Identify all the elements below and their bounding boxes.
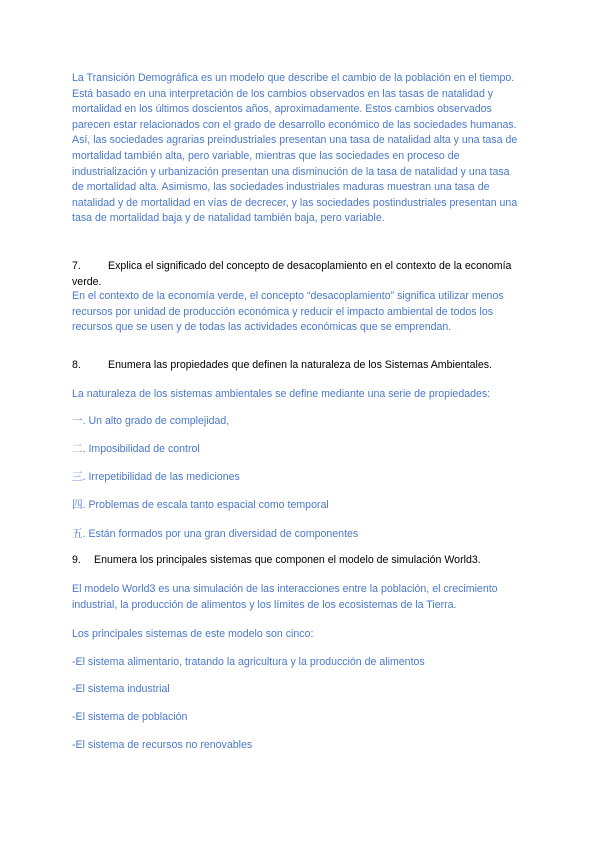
list-item: 二. Imposibilidad de control [72, 443, 200, 455]
answer-9: El modelo World3 es una simulación de las interacciones entre la población, el crecimiento industrial, la producción de alimentos y los límites de los ecosistemas de la Tierra. [72, 583, 498, 611]
question-9-text: Enumera los principales sistemas que componen el modelo de simulación World3. [94, 554, 481, 566]
list-item: 五. Están formados por una gran diversidad de componentes [72, 528, 359, 540]
answer-9-intro: Los principales sistemas de este modelo son cinco: [72, 628, 314, 640]
question-8 [72, 358, 524, 374]
list-item: -El sistema industrial [72, 683, 170, 695]
list-item: -El sistema de recursos no renovables [72, 739, 253, 751]
question-9-number: 9. [72, 554, 81, 566]
answer-8-intro: La naturaleza de los sistemas ambientales se define mediante una serie de propiedades: [72, 388, 491, 400]
list-item: -El sistema alimentario, tratando la agricultura y la producción de alimentos [72, 656, 425, 668]
question-8-number: 8. [72, 359, 81, 371]
question-9 [72, 553, 524, 569]
question-7 [72, 259, 524, 290]
list-item: -El sistema de población [72, 711, 188, 723]
list-item: 三. Irrepetibilidad de las mediciones [72, 471, 240, 483]
question-7-text: Explica el significado del concepto de desacoplamiento en el contexto de la economía verde. [72, 260, 512, 288]
question-8-text: Enumera las propiedades que definen la naturaleza de los Sistemas Ambientales. [108, 359, 492, 371]
answer-7: En el contexto de la economía verde, el concepto “desacoplamiento” significa utilizar menos recursos por unidad de producción económica y reducir el impacto ambiental de todos los recursos que se usen y de todas las actividades económicas que se emprendan. [72, 290, 504, 334]
question-7-number: 7. [72, 260, 81, 272]
list-item: 四. Problemas de escala tanto espacial como temporal [72, 499, 329, 511]
list-item: 一. Un alto grado de complejidad, [72, 415, 230, 427]
intro-paragraph: La Transición Demográfica es un modelo que describe el cambio de la población en el tiempo. Está basado en una interpretación de los cambios observados en las tasas de natalidad y mortalidad en los últimos doscientos años, aproximadamente. Estos cambios observados parecen estar relacionados con el grado de desarrollo económico de las sociedades humanas. Así, las sociedades agrarias preindustriales presentan una tasa de natalidad alta y una tasa de mortalidad también alta, pero variable, mientras que las sociedades en proceso de industrialización y urbanización presentan una disminución de la tasa de natalidad y una tasa de mortalidad alta. Asimismo, las sociedades industriales maduras muestran una tasa de natalidad y de mortalidad en vías de decrecer, y las sociedades postindustriales presentan una tasa de mortalidad baja y de natalidad también baja, pero variable. [72, 72, 518, 225]
